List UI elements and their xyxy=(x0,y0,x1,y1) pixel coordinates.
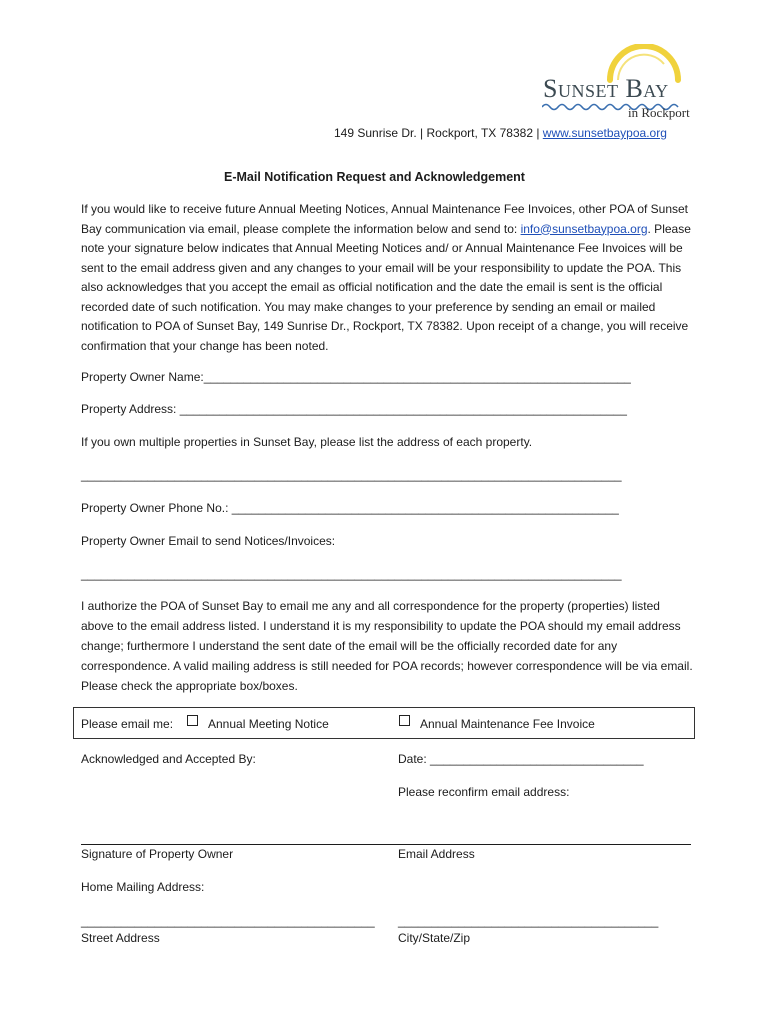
phone-label: Property Owner Phone No.: xyxy=(81,501,232,515)
home-mailing-label: Home Mailing Address: xyxy=(81,880,205,894)
property-address-line[interactable]: ___________________________________________________________________ xyxy=(179,402,627,416)
street-address-label: Street Address xyxy=(81,931,160,945)
owner-name-line[interactable]: ________________________________________________________________ xyxy=(203,370,631,384)
annual-meeting-checkbox[interactable] xyxy=(187,715,198,726)
accepted-by-label: Acknowledged and Accepted By: xyxy=(81,752,256,766)
street-address-line[interactable]: ____________________________________________ xyxy=(81,914,375,928)
phone-field[interactable] xyxy=(81,502,619,514)
authorization-paragraph: I authorize the POA of Sunset Bay to email me any and all correspondence for the property (properties) listed above to the email address listed. I understand it is my responsibility to update the POA should my email address change; furthermore I understand the sent date of the email will be the officially recorded date for any correspondence. A valid mailing address is still needed for POA records; however correspondence will be via email. Please check the appropriate box/boxes. xyxy=(81,599,693,693)
maintenance-fee-label: Annual Maintenance Fee Invoice xyxy=(420,717,595,731)
reconfirm-email-label: Please reconfirm email address: xyxy=(398,785,570,799)
owner-name-label: Property Owner Name: xyxy=(81,370,204,384)
logo-title: Sunset Bay xyxy=(543,74,669,103)
signature-label: Signature of Property Owner xyxy=(81,847,234,861)
signature-line[interactable] xyxy=(81,844,691,845)
date-line[interactable]: ________________________________ xyxy=(430,752,644,766)
multiple-properties-line[interactable]: _________________________________________________________________________________ xyxy=(81,468,622,482)
header-address-line xyxy=(334,127,667,139)
intro-text-2: . Please note your signature below indicates that Annual Meeting Notices and/ or Annual Maintenance Fee Invoices will be sent to the email address given and any changes to your email will be your responsibility to update the POA. This also acknowledges that you accept the email as official notification and the date the email is sent is the official recorded date of such notification. You may make changes to your preference by sending an email or mailed notification to POA of Sunset Bay, 149 Sunrise Dr., Rockport, TX 78382. Upon receipt of a change, you will receive confirmation that your change has been noted. xyxy=(81,221,691,353)
owner-email-line[interactable]: _________________________________________________________________________________ xyxy=(81,567,622,581)
page-title: E-Mail Notification Request and Acknowledgement xyxy=(224,170,525,184)
owner-email-label: Property Owner Email to send Notices/Invoices: xyxy=(81,534,336,548)
property-address-label: Property Address: xyxy=(81,402,180,416)
website-link[interactable]: www.sunsetbaypoa.org xyxy=(542,126,667,140)
date-field[interactable] xyxy=(398,753,644,765)
logo-subtitle: in Rockport xyxy=(628,105,690,120)
intro-text-1: If you would like to receive future Annual Meeting Notices, Annual Maintenance Fee Invoices, other POA of Sunset Bay communication via email, please complete the information below and send to: xyxy=(81,202,689,236)
maintenance-fee-checkbox[interactable] xyxy=(399,715,410,726)
logo xyxy=(540,44,690,126)
intro-paragraph xyxy=(81,200,691,356)
city-state-zip-label: City/State/Zip xyxy=(398,931,471,945)
annual-meeting-label: Annual Meeting Notice xyxy=(208,717,329,731)
city-state-zip-line[interactable]: _______________________________________ xyxy=(398,914,659,928)
multiple-properties-text: If you own multiple properties in Sunset Bay, please list the address of each property. xyxy=(81,435,533,449)
phone-line[interactable]: __________________________________________________________ xyxy=(231,501,619,515)
email-address-label: Email Address xyxy=(398,847,475,861)
email-link[interactable]: info@sunsetbaypoa.org xyxy=(520,221,648,236)
header-address: 149 Sunrise Dr. | Rockport, TX 78382 | xyxy=(334,126,543,140)
owner-name-field[interactable] xyxy=(81,371,631,383)
email-me-label: Please email me: xyxy=(81,717,174,731)
property-address-field[interactable] xyxy=(81,403,627,415)
date-label: Date: xyxy=(398,752,431,766)
